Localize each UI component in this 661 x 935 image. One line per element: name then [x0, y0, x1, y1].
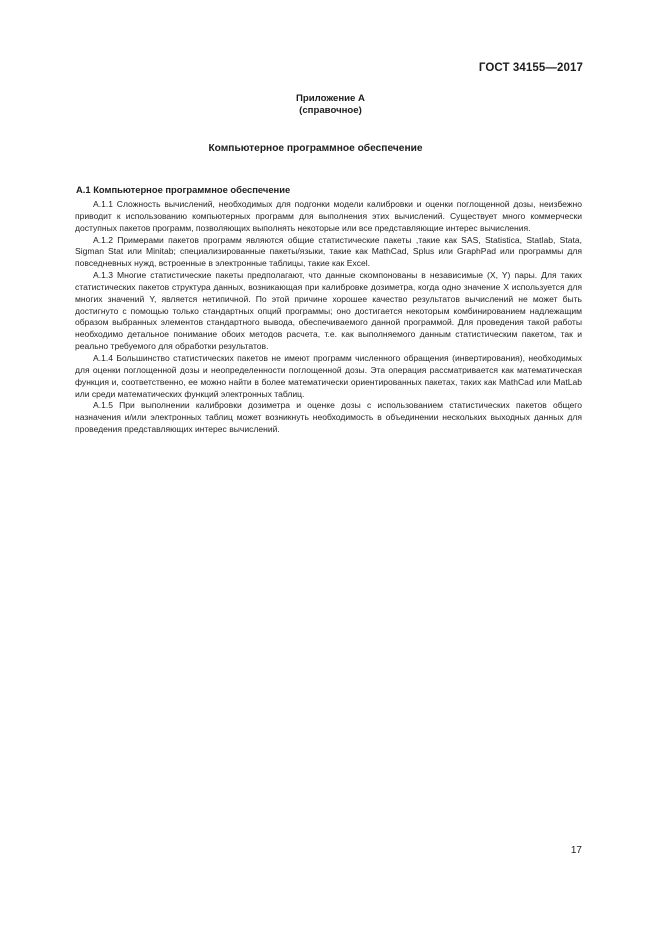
appendix-header	[0, 93, 661, 117]
page-heading: Компьютерное программное обеспечение	[208, 143, 423, 154]
section-body	[75, 199, 582, 436]
paragraph-a11: А.1.1 Сложность вычислений, необходимых для подгонки модели калибровки и оценки поглощенной дозы, неизбежно приводит к использованию компьютерных программ для выполнения этих вычислений. Существует много коммерчески доступных пакетов программ, позволяющих выполнять некоторые или все представляющие интерес вычисления.	[75, 199, 582, 233]
appendix-title: Приложение А	[296, 93, 365, 104]
paragraph-a14: А.1.4 Большинство статистических пакетов не имеют программ численного обращения (инвертирования), необходимых для оценки поглощенной дозы и неопределенности поглощенной дозы. Эта операция рассматривается как математическая функция и, соответственно, ее можно найти в более математически ориентированных пакетах, таких как MathCad или MatLab или среди математических функций электронных таблиц.	[75, 352, 582, 399]
page-number: 17	[570, 845, 582, 856]
paragraph-a15: А.1.5 При выполнении калибровки дозиметра и оценке дозы с использованием статистических пакетов общего назначения и/или электронных таблиц может возникнуть необходимость в объединении нескольких выходных данных для проведения представляющих интерес вычислений.	[75, 400, 582, 435]
section-title: А.1 Компьютерное программное обеспечение	[76, 184, 291, 195]
appendix-subtitle: (справочное)	[299, 105, 362, 116]
paragraph-a13: А.1.3 Многие статистические пакеты предполагают, что данные скомпонованы в независимые (X, Y) пары. Для таких статистических пакетов структура данных, возникающая при калибровке дозиметра, когда одно значение X используется для многих значений Y, является нетипичной. По этой причине хорошее качество результатов вычислений не может быть достигнуто с помощью только стандартных опций программы; оно достигается некоторым комбинированием надлежащим образом выбранных элементов стандартного вывода, обеспечиваемого данной программой. Для проведения такой работы необходимо детальное понимание обоих методов расчета, т.е. как выполняемого данным статистическим пакетом, так и реально требуемого для обработки результатов.	[75, 270, 582, 352]
paragraph-a12: А.1.2 Примерами пакетов программ являются общие статистические пакеты ,такие как SAS, Statistica, Statlab, Stata, Sigman Stat или Minitab; специализированные пакеты/языки, такие как MathCad, Splus или GraphPad или программы для повседневных нужд, встроенные в электронные таблицы, такие как Excel.	[75, 234, 582, 269]
document-code: ГОСТ 34155—2017	[478, 62, 583, 74]
